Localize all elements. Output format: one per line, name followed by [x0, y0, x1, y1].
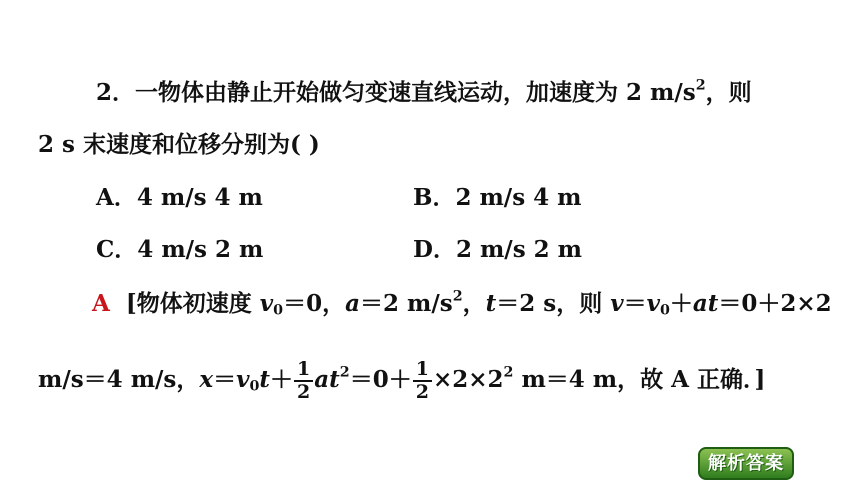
fraction-half-2: $\frac{1}{2}$: [413, 359, 432, 403]
show-analysis-button[interactable]: 解析答案: [698, 447, 794, 480]
question-text-cont: 2 s 末速度和位移分别为( ): [38, 131, 320, 158]
question-number: 2．: [96, 79, 136, 106]
option-c: C．4 m/s 2 m: [96, 236, 264, 263]
question-line-1: 2．一物体由静止开始做匀变速直线运动，加速度为 2 $m/s^2$，则: [96, 77, 752, 106]
question-line-2: [38, 131, 320, 159]
option-d: D．2 m/s 2 m: [413, 236, 582, 263]
fraction-half: $\frac{1}{2}$: [294, 359, 313, 403]
solution-line-2: m/s＝4 m/s，$x=v_0t+$ $\frac{1}{2}$ $at^2=0+$ $\frac{1}{2}$ $\times 2\times 2^2$ m＝4 m，故 A 正确．]: [38, 358, 766, 403]
option-b: B．2 m/s 4 m: [413, 184, 582, 211]
option-a: A．4 m/s 4 m: [96, 184, 263, 211]
answer-letter: A: [92, 290, 110, 317]
solution-line-1: A [物体初速度 $v_0=0$，a＝2 $m/s^2$，t＝2 s，则 $v=v_0+at=0+2\times 2$: [92, 288, 832, 319]
question-text: 一物体由静止开始做匀变速直线运动，加速度为 2 m/s: [135, 79, 696, 106]
